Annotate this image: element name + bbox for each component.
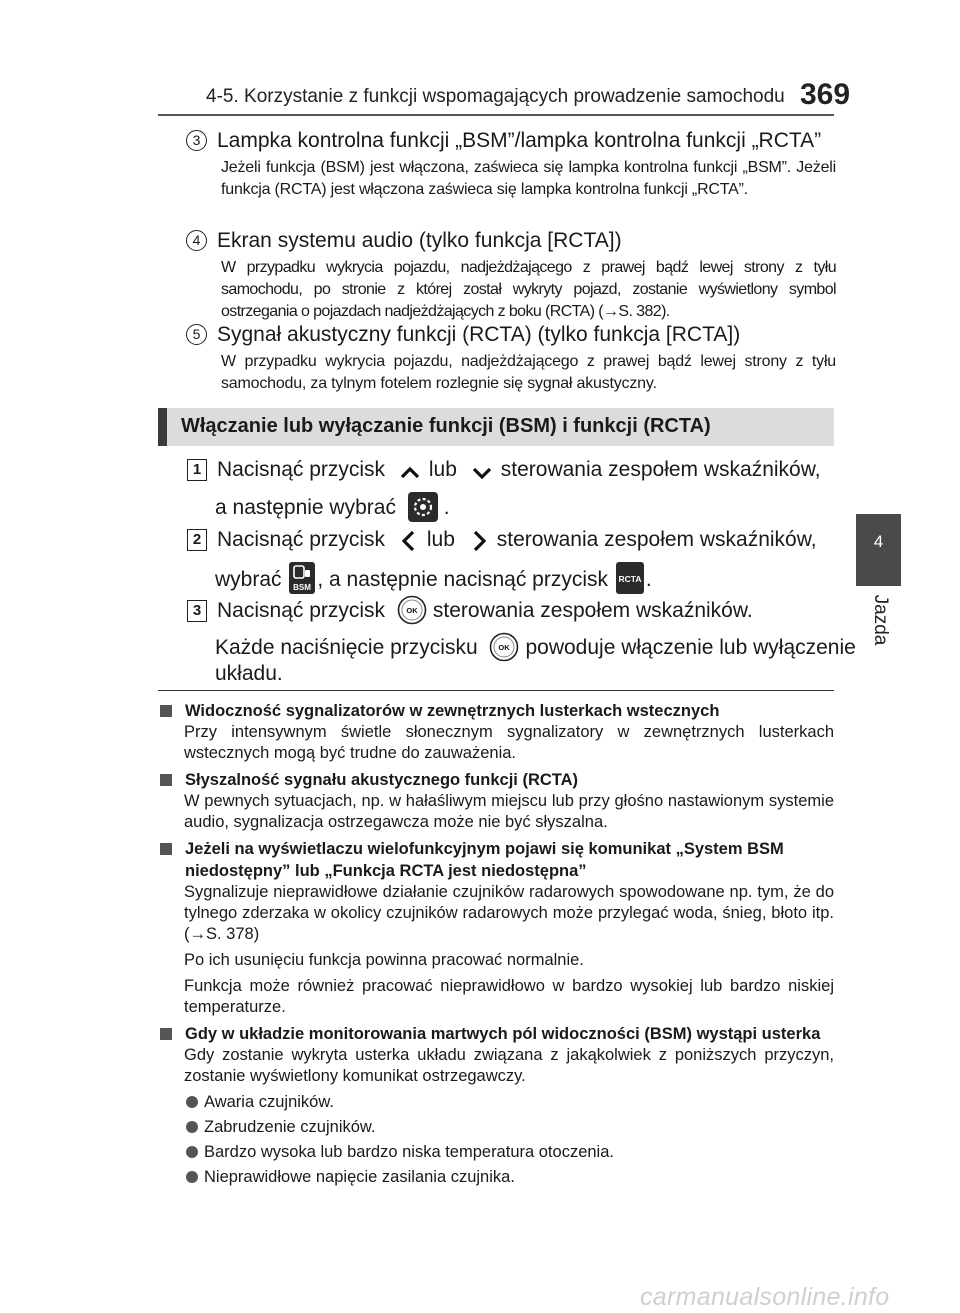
step-3-end [215,659,283,689]
square-bullet-icon [160,1028,172,1040]
page-header [0,0,960,118]
square-bullet-icon [160,843,172,855]
step-number: 1 [187,459,207,481]
item-3 [186,128,836,201]
chevron-left-icon [397,528,421,563]
section-heading-bar [158,408,834,446]
note-paragraph: Przy intensywnym świetle słonecznym sygnalizatory w zewnętrznych lusterkach wstecznych mogą być trudne do zauważenia. [184,723,834,762]
chapter-label: Jazda [870,594,891,646]
item-title: Ekran systemu audio (tylko funkcja [RCTA]) [217,229,622,252]
header-title: 4-5. Korzystanie z funkcji wspomagających prowadzenie samochodu [206,86,785,107]
note-paragraph: W pewnych sytuacjach, np. w hałaśliwym miejscu lub przy głośno nastawionym systemie audio, sygnalizacja ostrzegawcza może nie być słyszalna. [184,792,834,831]
step-text: , a następnie nacisnąć przycisk [317,568,609,591]
watermark: carmanualsonline.info [640,1283,890,1311]
note-bsm-malfunction [158,1023,834,1188]
ok-icon-label: OK [406,606,418,615]
note-title: Jeżeli na wyświetlaczu wielofunkcyjnym pojawi się komunikat „System BSM niedostępny” lub „Funkcja RCTA jest niedostępna” [185,840,784,880]
step-text: powoduje włączenie lub wyłączenie [525,636,856,659]
note-unavailable-message [158,838,834,1018]
item-number-badge: 3 [186,130,207,151]
chapter-number: 4 [873,532,884,551]
step-text: Nacisnąć przycisk [217,528,386,551]
section-heading: Włączanie lub wyłączanie funkcji (BSM) i funkcji (RCTA) [181,415,711,437]
chapter-label-box [860,590,900,650]
step-text: układu. [215,662,283,685]
step-text: sterowania zespołem wskaźników, [496,528,817,551]
bsm-icon-label: BSM [293,583,312,592]
step-3-continued [215,632,856,671]
header-divider [158,114,834,116]
note-paragraph: Po ich usunięciu funkcja powinna pracować normalnie. [184,951,584,969]
item-number-badge: 4 [186,230,207,251]
step-text: . [645,568,652,591]
chevron-down-icon [469,462,495,493]
item-body: W przypadku wykrycia pojazdu, nadjeżdżającego z prawej bądź lewej strony z tyłu samochodu, po stronie z której został wykryty pojazd, zostanie wyświetlony symbol ostrzegania o pojazdach nadjeżdżających z boku (RCTA) (→S. 382). [221,259,836,320]
list-item: Bardzo wysoka lub bardzo niska temperatura otoczenia. [184,1142,834,1163]
bullet-dot-icon [186,1171,198,1183]
step-text: Nacisnąć przycisk [217,458,386,481]
bullet-dot-icon [186,1146,198,1158]
step-text: lub [426,528,455,551]
step-text: sterowania zespołem wskaźników, [500,458,821,481]
step-text: wybrać [215,568,282,591]
page-number: 369 [800,78,851,111]
square-bullet-icon [160,705,172,717]
step-number: 3 [187,600,207,622]
item-5 [186,322,836,395]
note-paragraph: Gdy zostanie wykryta usterka układu związana z jakąkolwiek z poniższych przyczyn, zostanie wyświetlony komunikat ostrzegawczy. [184,1046,834,1085]
chevron-up-icon [397,462,423,493]
item-number-badge: 5 [186,324,207,345]
note-title: Widoczność sygnalizatorów w zewnętrznych lusterkach wstecznych [185,702,720,720]
step-text: Nacisnąć przycisk [217,599,386,622]
square-bullet-icon [160,774,172,786]
ok-button-icon [397,595,427,634]
bullet-dot-icon [186,1121,198,1133]
step-3 [187,595,753,634]
list-item: Nieprawidłowe napięcie zasilania czujnika. [184,1167,834,1188]
item-body: W przypadku wykrycia pojazdu, nadjeżdżającego z prawej bądź lewej strony z tyłu samochodu, za tylnym fotelem rozlegnie się sygnał akustyczny. [221,353,836,392]
step-2 [187,525,817,563]
step-text: Każde naciśnięcie przycisku [215,636,478,659]
note-paragraph: Funkcja może również pracować nieprawidłowo w bardzo wysokiej lub bardzo niskiej temperaturze. [184,977,834,1016]
item-body: Jeżeli funkcja (BSM) jest włączona, zaświeca się lampka kontrolna funkcji „BSM”. Jeżeli funkcja (RCTA) jest włączona zaświeca się lampka kontrolna funkcji „RCTA”. [221,159,836,198]
notes-divider [158,690,834,691]
note-title: Słyszalność sygnału akustycznego funkcji (RCTA) [185,771,579,789]
ok-button-icon [489,632,519,671]
item-title: Lampka kontrolna funkcji „BSM”/lampka kontrolna funkcji „RCTA” [217,129,822,152]
item-4 [186,228,836,323]
step-text: . [443,496,450,519]
note-visibility [158,700,834,764]
chevron-right-icon [467,528,491,563]
note-paragraph: Sygnalizuje nieprawidłowe działanie czujników radarowych spowodowane np. tym, że do tylnego zderzaka w okolicy czujników radarowych może przylegać woda, śnieg, błoto itp. (→S. 378) [184,883,834,943]
list-item: Zabrudzenie czujników. [184,1117,834,1138]
note-audibility [158,769,834,833]
list-item: Awaria czujników. [184,1092,834,1113]
step-text: lub [428,458,457,481]
bullet-dot-icon [186,1096,198,1108]
note-title: Gdy w układzie monitorowania martwych pól widoczności (BSM) wystąpi usterka [185,1025,821,1043]
step-1 [187,455,821,493]
ok-icon-label: OK [498,643,511,652]
step-text: a następnie wybrać [215,496,396,519]
step-number: 2 [187,529,207,551]
rcta-icon-label: RCTA [618,574,642,584]
step-text: sterowania zespołem wskaźników. [432,599,753,622]
item-title: Sygnał akustyczny funkcji (RCTA) (tylko funkcja [RCTA]) [217,323,741,346]
notes-section [158,700,834,1193]
